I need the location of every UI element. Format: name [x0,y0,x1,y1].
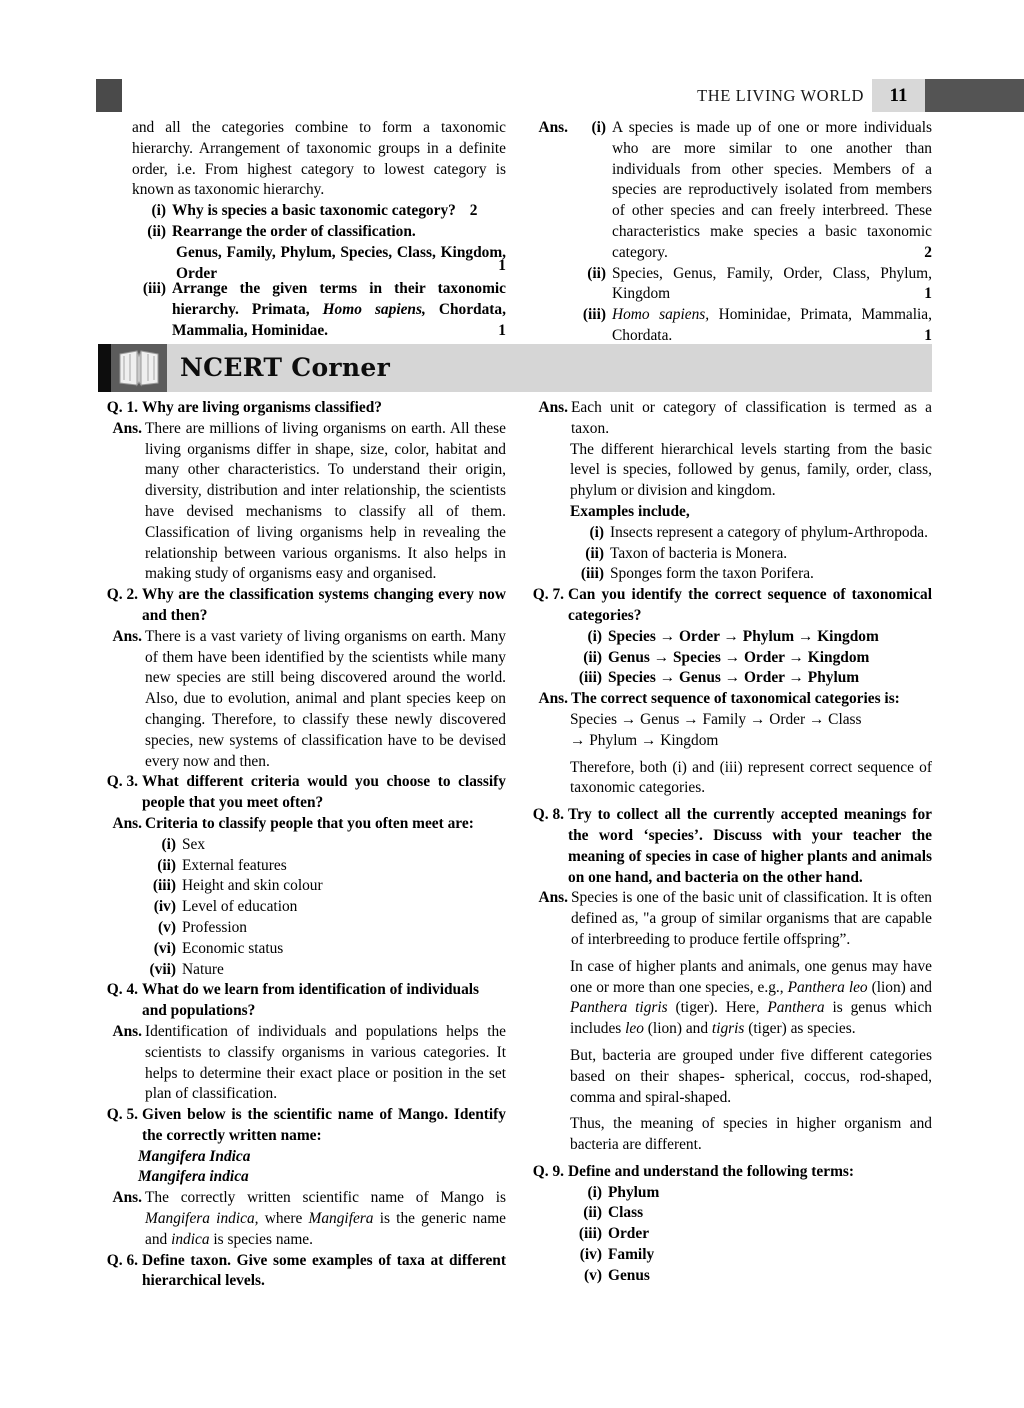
question-7 [524,585,932,627]
item-text: Class [608,1204,644,1222]
question-label: Q. 9. [532,1162,564,1180]
answer-label: Ans. [112,1022,142,1040]
answer-2 [98,627,506,773]
genus-name: Panthera [767,999,825,1017]
answer-6-continuation [570,440,932,586]
top-left-column [132,118,506,342]
ncert-corner-banner [98,344,932,392]
question-text: Given below is the scientific name of Mango. Identify the correctly written name: [142,1106,506,1144]
item-text: Profession [182,918,247,936]
option-text: Species → Order → Phylum → Kingdom [608,627,879,645]
answer-closing: Therefore, both (i) and (iii) represent correct sequence of taxonomic categories. [570,758,932,797]
header-decoration-block [96,79,122,112]
question-label: Q. 8. [532,806,564,824]
item-marks: 1 [498,321,506,339]
item-text: Insects represent a category of phylum-Arthropoda. [610,523,928,541]
item-text: Rearrange the order of classification. [172,222,416,240]
item-number: (i) [591,119,606,136]
question-label: Q. 7. [532,586,564,604]
question-label: Q. 4. [106,981,138,999]
question-5 [98,1105,506,1147]
page-header [0,0,1024,118]
species-name-1: Panthera leo [787,978,868,996]
item-text: Height and skin colour [182,877,323,895]
answer-4 [98,1022,506,1105]
list-item [564,1266,932,1287]
text-part: (tiger) as species. [744,1020,856,1038]
answer-text: There is a vast variety of living organisms on earth. Many of them have been identified by the scientists while many new species are still being discovered around the world. Also, due to evolution, animal and plant species keep on changing. Therefore, to classify these newly discovered species, new systems of classification have to be devised every now and then. [145,627,506,770]
item-text: Genus [608,1266,650,1284]
question-subitem [132,279,506,341]
item-continuation-text: Genus, Family, Phylum, Species, Class, Kingdom, Order [176,243,506,282]
item-marks: 1 [924,285,932,303]
item-text: Why is species a basic taxonomic category? [172,202,456,220]
answer-text-part: where [258,1210,309,1228]
answer-text: Each unit or category of classification is termed as a taxon. [571,399,932,437]
option-text: Species → Genus → Order → Phylum [608,669,860,687]
answer-text: There are millions of living organisms on earth. All these living organisms differ in shape, size, color, habitat and many other characteristics. To understand their origin, diversity, distribution and inter relationship, the scientists have devised mechanisms to classify all of them. Classification of living organisms help in revealing the relationship between various organisms. It also helps in making study of organisms easy and organised. [145,419,506,583]
answer-paragraph-4: Thus, the meaning of species in higher organism and bacteria are different. [570,1115,932,1154]
question-text: Why are living organisms classified? [142,399,382,416]
question-subitem [132,201,506,222]
question-subitem-continuation [176,243,506,282]
list-item [138,960,506,981]
answer-label: Ans. [112,419,142,437]
answer-text: Identification of individuals and populations helps the scientists to classify organisms in various categories. It helps to determine their exact place or position in the set plan of classification. [145,1022,506,1103]
text-part: In case of higher plants and animals, one genus may have one or more than one species, e.g., [570,957,932,996]
answer-label: Ans. [112,1189,142,1207]
open-book-icon [111,344,167,392]
list-item [564,1183,932,1204]
species-epithet-1: leo [625,1020,644,1038]
answer-text-part: is the generic name and [145,1210,507,1248]
sequence-line-2: → Phylum → Kingdom [570,731,719,749]
item-text: Taxon of bacteria is Monera. [610,544,788,562]
text-part: is genus which includes [570,999,932,1038]
banner-title: NCERT Corner [180,353,391,382]
question-text: Can you identify the correct sequence of taxonomical categories? [568,586,932,624]
answer-text: Hominidae, Primata, Mammalia, Chordata. [612,306,932,344]
item-text: Economic status [182,939,284,957]
answer-label: Ans. [538,889,568,907]
species-name-2: Panthera tigris [570,999,668,1017]
text-part: (lion) and [643,1020,712,1038]
question-label: Q. 6. [106,1251,138,1269]
item-number: (ii) [583,1204,602,1222]
answer-label: Ans. [112,627,142,645]
question-label: Q. 3. [106,773,138,791]
list-item [138,918,506,939]
page-number: 11 [889,85,908,106]
answer-label: Ans. [538,399,568,416]
item-marks: 2 [924,243,932,261]
item-text: Level of education [182,898,298,916]
question-9 [524,1162,932,1183]
item-number: (iv) [153,898,176,916]
item-number: (ii) [587,264,606,282]
question-8 [524,805,932,888]
answer-text: Species, Genus, Family, Order, Class, Phylum, Kingdom [612,264,932,303]
option-text: Genus → Species → Order → Kingdom [608,648,870,666]
answer-text-part: The correctly written scientific name of Mango is [145,1189,506,1207]
answer-paragraph-3: But, bacteria are grouped under five different categories based on their shapes- spherical, coccus, rod-shaped, comma and spiral-shaped. [570,1046,932,1106]
question-4 [98,980,506,1022]
item-number: (ii) [585,544,604,562]
item-text: Phylum [608,1183,660,1201]
answer-text: A species is made up of one or more individuals who are more similar to one another than individuals from other species. Members of a species are reproductively isolated from members of other species and can freely interbreed. These characteristics make species a basic taxonomic category. [612,119,932,261]
page-title: THE LIVING WORLD [697,86,864,105]
item-number: (ii) [157,856,176,874]
question-text: Try to collect all the currently accepted meanings for the word ‘species’. Discuss with your teacher the meaning of species in case of higher plants and animals on one hand, and bacteria on the other hand. [568,806,932,886]
criteria-list [138,835,506,981]
answer-text: Criteria to classify people that you often meet are: [145,814,474,832]
left-column [98,398,506,1292]
answer-7 [524,689,932,710]
answer-5 [98,1188,506,1250]
item-number: (iii) [578,1225,602,1243]
q7-options [564,627,932,689]
item-text: Nature [182,960,224,978]
answer-label: Ans. [538,119,568,136]
text-part: (tiger). Here, [667,999,768,1017]
option-row [564,648,932,669]
item-text: Arrange the given terms in their taxonomic hierarchy. Primata, [172,280,506,319]
item-number: (v) [584,1266,602,1284]
item-number: (i) [587,1183,602,1201]
header-right-bar [925,79,1024,112]
item-number: (iii) [152,877,176,895]
question-text: Define and understand the following terms: [568,1162,855,1180]
item-text: External features [182,856,287,874]
question-2 [98,585,506,627]
answer-subitem [528,305,932,347]
question-text: What different criteria would you choose to classify people that you meet often? [142,773,506,812]
species-epithet-2: tigris [711,1020,745,1038]
item-number: (v) [158,918,176,936]
option-row [564,627,932,648]
answer-6 [524,398,932,440]
answer-8-body [570,957,932,1156]
option-2: Mangifera indica [138,1168,249,1186]
list-item [138,939,506,960]
item-number: (ii) [147,222,166,240]
option-1: Mangifera Indica [138,1147,251,1165]
answer-paragraph-2 [570,957,932,1040]
answer-8 [524,888,932,950]
answer-italic-1: Mangifera indica, [145,1210,259,1228]
option-row [564,668,932,689]
question-text: Define taxon. Give some examples of taxa at different hierarchical levels. [142,1251,506,1290]
q9-terms-list [564,1183,932,1287]
item-text-cont: Chordata, Mammalia, Hominidae. [172,301,506,339]
answer-paragraph: The different hierarchical levels starting from the basic level is species, followed by genus, family, order, class, phylum or division and kingdom. [570,440,932,500]
list-item [138,876,506,897]
list-item [138,897,506,918]
item-number: (iii) [578,669,602,687]
item-text: Sex [182,835,206,853]
question-6 [98,1251,506,1293]
question-label: Q. 5. [106,1106,138,1124]
list-item [564,1245,932,1266]
answer-block [528,118,932,264]
question-1 [98,398,506,419]
item-number: (iii) [582,306,606,324]
item-marks: 2 [469,202,478,220]
item-number: (i) [151,202,166,220]
answer-paragraph-1: Species is one of the basic unit of classification. It is often defined as, "a group of similar organisms that are capable of interbreeding to produce fertile offspring”. [571,889,932,948]
answer-italic-2: Mangifera [308,1210,374,1228]
continuation-paragraph: and all the categories combine to form a taxonomic hierarchy. Arrangement of taxonomic groups in a definite order, i.e. From highest category to lowest category is known as taxonomic hierarchy. [132,119,506,199]
sequence-line-1 [570,710,932,731]
item-number: (vii) [149,960,176,978]
list-item [138,856,506,877]
item-number: (iv) [579,1246,602,1264]
mango-name-options [138,1147,506,1189]
question-label: Q. 2. [106,586,138,604]
question-3 [98,772,506,814]
answer-label: Ans. [538,690,568,708]
banner-left-strip [98,344,111,392]
list-item [570,544,932,565]
sequence-text: Species → Genus → Family → Order → Class [570,710,862,728]
item-marks: 1 [498,257,506,275]
question-subitem [132,222,506,243]
question-text: What do we learn from identification of individuals and populations? [142,981,480,1020]
answer-italic-text: Homo sapiens, [612,306,710,324]
item-number: (ii) [583,648,602,666]
answer-italic-3: indica [171,1230,210,1248]
list-item [570,523,932,544]
list-item [138,835,506,856]
item-number: (iii) [142,280,166,298]
item-number: (i) [587,627,602,645]
answer-text-part: is species name. [209,1230,313,1248]
answer-1 [98,419,506,585]
item-number: (i) [589,523,604,541]
examples-heading: Examples include, [570,502,690,520]
answer-3 [98,814,506,835]
banner-icon-box [111,344,167,392]
item-text: Order [608,1225,650,1243]
question-label: Q. 1. [106,399,138,416]
item-marks: 1 [924,326,932,344]
item-number: (iii) [580,565,604,583]
answer-subitem [528,264,932,306]
list-item [570,564,932,585]
right-column [524,398,932,1287]
answer-label: Ans. [112,814,142,832]
item-text: Family [608,1246,655,1264]
item-italic-text: Homo sapiens, [322,301,426,319]
answer-heading: The correct sequence of taxonomical categories is: [571,690,900,708]
item-number: (i) [161,835,176,853]
item-number: (vi) [153,939,176,957]
question-text: Why are the classification systems changing every now and then? [142,586,506,624]
answer-7-body [570,710,932,799]
text-part: (lion) and [867,978,932,996]
list-item [564,1224,932,1245]
list-item [564,1203,932,1224]
top-right-column [528,118,932,347]
item-text: Sponges form the taxon Porifera. [610,565,814,583]
